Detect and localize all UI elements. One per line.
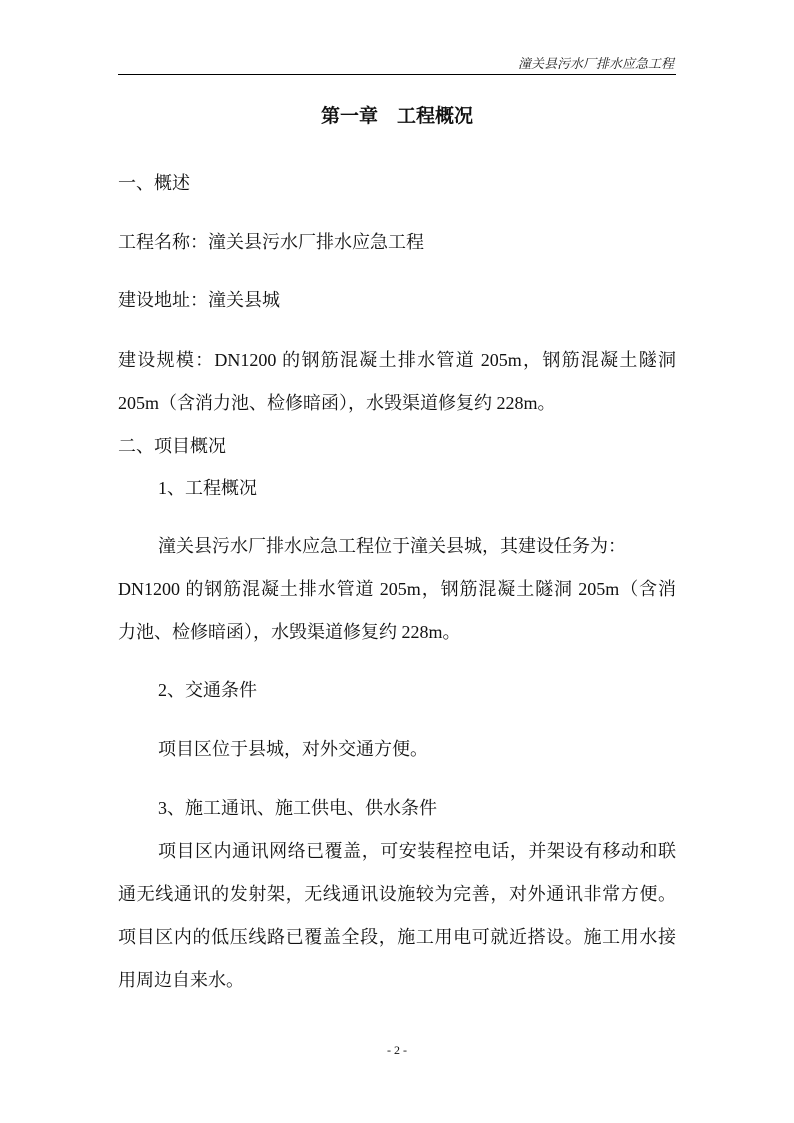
project-scale-line: 建设规模：DN1200 的钢筋混凝土排水管道 205m，钢筋混凝土隧洞 — [118, 350, 676, 370]
running-header: 潼关县污水厂排水应急工程 — [517, 56, 674, 71]
subsection-heading-engineering-overview: 1、工程概况 — [158, 478, 257, 498]
subsection-heading-traffic: 2、交通条件 — [158, 680, 257, 700]
paragraph-line: 通无线通讯的发射架，无线通讯设施较为完善，对外通讯非常方便。 — [118, 884, 676, 904]
subsection-heading-utilities: 3、施工通讯、施工供电、供水条件 — [158, 798, 437, 818]
project-scale-line: 205m（含消力池、检修暗函），水毁渠道修复约 228m。 — [118, 393, 556, 413]
project-name: 工程名称：潼关县污水厂排水应急工程 — [118, 232, 424, 252]
paragraph-line: 用周边自来水。 — [118, 970, 244, 990]
paragraph-line: DN1200 的钢筋混凝土排水管道 205m，钢筋混凝土隧洞 205m（含消 — [118, 579, 676, 599]
section-heading-overview: 一、概述 — [118, 173, 190, 193]
paragraph-line: 项目区位于县城，对外交通方便。 — [158, 739, 428, 759]
paragraph-line: 项目区内通讯网络已覆盖，可安装程控电话，并架设有移动和联 — [158, 841, 676, 861]
paragraph-line: 力池、检修暗函），水毁渠道修复约 228m。 — [118, 622, 461, 642]
paragraph-line: 潼关县污水厂排水应急工程位于潼关县城，其建设任务为： — [158, 536, 626, 556]
paragraph-line: 项目区内的低压线路已覆盖全段，施工用电可就近搭设。施工用水接 — [118, 927, 676, 947]
header-divider — [118, 74, 676, 75]
chapter-title: 第一章 工程概况 — [320, 106, 473, 127]
section-heading-project-overview: 二、项目概况 — [118, 436, 226, 456]
page-number: - 2 - — [387, 1043, 407, 1057]
project-address: 建设地址：潼关县城 — [118, 290, 280, 310]
